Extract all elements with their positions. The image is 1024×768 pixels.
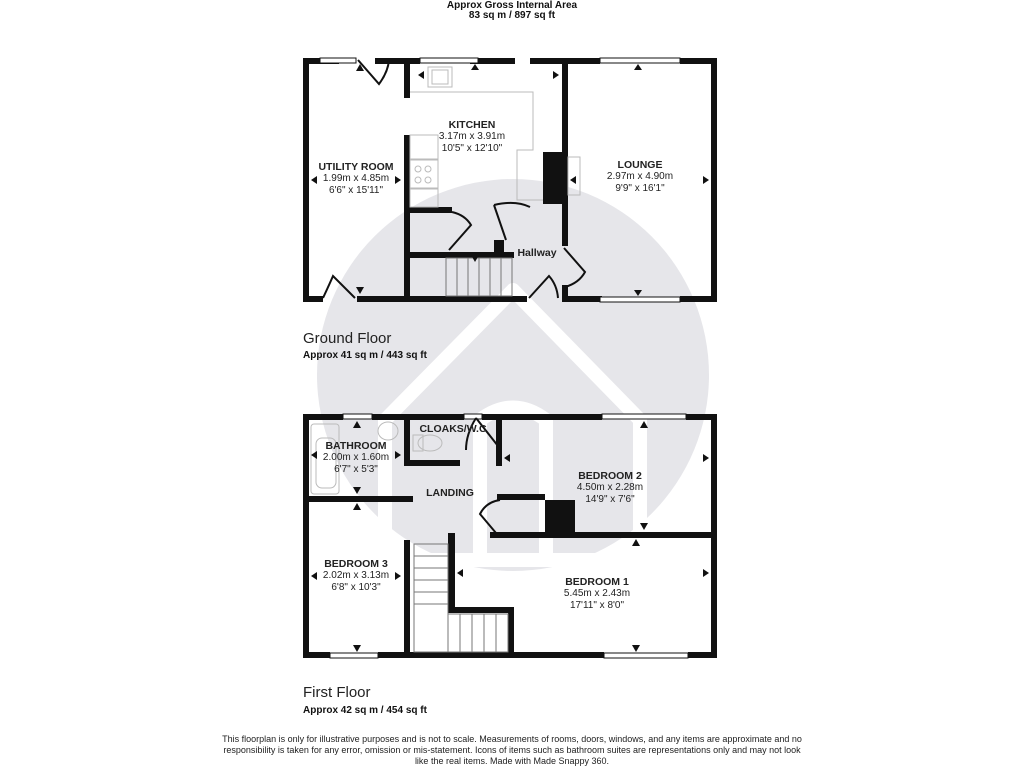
room-metric: 5.45m x 2.43m xyxy=(563,588,631,599)
room-imperial: 17'11" x 8'0" xyxy=(569,600,625,611)
room-metric: 2.97m x 4.90m xyxy=(606,171,674,182)
room-name: CLOAKS/W.C xyxy=(419,423,487,435)
room-name: KITCHEN xyxy=(448,119,496,131)
room-imperial: 10'5" x 12'10" xyxy=(441,143,503,154)
room-kitchen xyxy=(412,119,532,155)
gross-area-value: 83 sq m / 897 sq ft xyxy=(468,10,556,21)
room-cloaks-wc xyxy=(412,423,494,435)
first-floor-title: First Floor xyxy=(303,684,371,701)
room-name: Hallway xyxy=(517,247,557,259)
room-bedroom-2 xyxy=(550,470,670,506)
room-imperial: 14'9" x 7'6" xyxy=(585,494,635,505)
room-lounge xyxy=(580,159,700,195)
gross-area-title: Approx Gross Internal Area xyxy=(446,0,578,11)
room-name: LOUNGE xyxy=(617,159,663,171)
room-metric: 4.50m x 2.28m xyxy=(576,482,644,493)
room-name: UTILITY ROOM xyxy=(318,161,394,173)
room-name: BEDROOM 3 xyxy=(324,558,388,570)
room-metric: 3.17m x 3.91m xyxy=(438,131,506,142)
room-bedroom-1 xyxy=(537,576,657,612)
ground-floor-area: Approx 41 sq m / 443 sq ft xyxy=(303,350,427,361)
room-hallway xyxy=(512,247,562,259)
room-name: BEDROOM 2 xyxy=(578,470,642,482)
first-floor-area: Approx 42 sq m / 454 sq ft xyxy=(303,705,427,716)
room-imperial: 9'9" x 16'1" xyxy=(615,183,665,194)
room-imperial: 6'6" x 15'11" xyxy=(328,185,384,196)
room-metric: 2.00m x 1.60m xyxy=(322,452,390,463)
room-name: BEDROOM 1 xyxy=(565,576,629,588)
room-landing xyxy=(418,487,482,499)
room-metric: 2.02m x 3.13m xyxy=(322,570,390,581)
disclaimer-text: This floorplan is only for illustrative purposes and is not to scale. Measurements of rooms, doors, windows, and any items are approximate and no responsibility is taken for any error, omission or mis-statement. Icons of items such as bathroom suites are representations only and may not look like the real items. Made with Made Snappy 360. xyxy=(222,734,802,766)
room-name: LANDING xyxy=(426,487,474,499)
ground-floor-title: Ground Floor xyxy=(303,330,392,347)
watermark-logo-icon xyxy=(317,179,709,571)
room-metric: 1.99m x 4.85m xyxy=(322,173,390,184)
room-bedroom-3 xyxy=(308,558,404,594)
room-name: BATHROOM xyxy=(325,440,387,452)
room-imperial: 6'7" x 5'3" xyxy=(334,464,378,475)
room-bathroom xyxy=(308,440,404,476)
room-imperial: 6'8" x 10'3" xyxy=(331,582,381,593)
room-utility xyxy=(304,161,408,197)
